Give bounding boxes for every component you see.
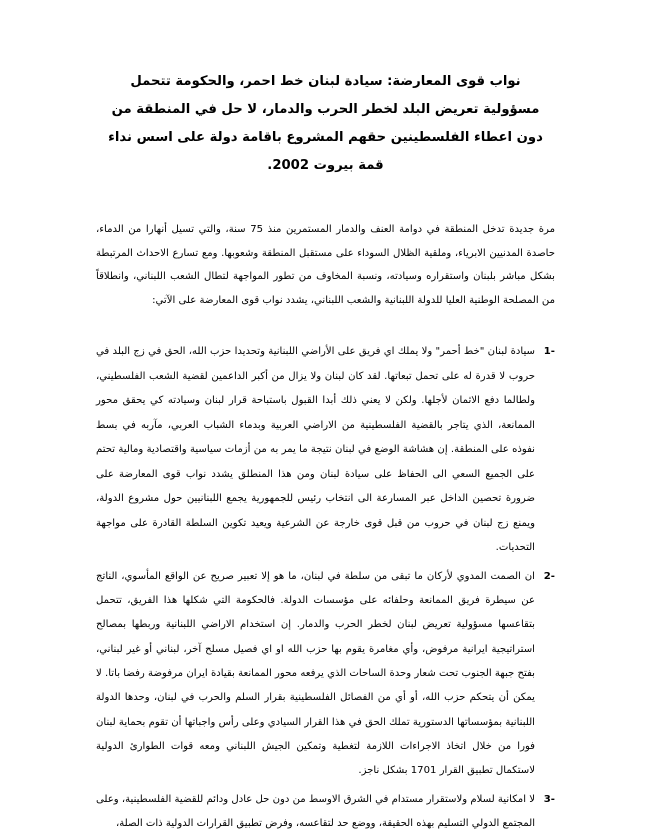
- list-item-number: -2: [543, 570, 555, 582]
- list-item-text: ان الصمت المدوي لأركان ما تبقى من سلطة في لبنان، ما هو إلا تعبير صريح عن الواقع المأسوي، الناتج عن سيطرة فريق الممانعة وحلفائه على مؤسسات الدولة. فالحكومة التي شكلها هذا الفريق، تتحمل بتقاعسها مسؤولية تعريض لبنان لخطر الحرب والدمار. إن استخدام الاراضي اللبنانية وربطها بمصالح استراتيجية ايرانية مرفوض، وأي مغامرة يقوم بها حزب الله او اي فصيل مسلح آخر، لبناني أو غير لبناني، بفتح جبهة الجنوب تحت شعار وحدة الساحات الذي يرفعه محور الممانعة بقيادة ايران مرفوضة رفضا باتا. لا يمكن أن يتحكم حزب الله، أو أي من الفصائل الفلسطينية بقرار السلم والحرب في لبنان، وحدها الدولة اللبنانية بمؤسساتها الدستورية تملك الحق في هذا القرار السيادي وعلى رأس واجباتها أن تقوم بحماية لبنان فورا من خلال اتخاذ الاجراءات اللازمة لتغطية وتمكين الجيش اللبناني ومعه قوات الطوارئ الدولية لاستكمال تطبيق القرار 1701 بشكل ناجز.: [96, 570, 535, 777]
- list-item: [96, 340, 555, 561]
- list-item: [96, 565, 555, 784]
- intro-paragraph: مرة جديدة تدخل المنطقة في دوامة العنف والدمار المستمرين منذ 75 سنة، والتي تسيل أنهارا من الدماء، حاصدة المدنيين الابرياء، وملقية الظلال السوداء على مستقبل المنطقة وشعوبها. ومع تسارع الاحداث المرتبطة بشكل مباشر بلبنان واستقراره وسيادته، ونسبة المخاوف من تطور المواجهة لتطال الشعب اللبناني، وانطلاقاً من المصلحة الوطنية العليا للدولة اللبنانية والشعب اللبناني، يشدد نواب قوى المعارضة على الآتي:: [96, 224, 555, 306]
- list-item-number: -1: [543, 346, 555, 358]
- numbered-list: [96, 340, 555, 836]
- document-title: نواب قوى المعارضة: سيادة لبنان خط احمر، والحكومة تتحمل مسؤولية تعريض البلد لخطر الحرب والدمار، لا حل في المنطقة من دون اعطاء الفلسطينين حقهم المشروع باقامة دولة على اسس نداء قمة بيروت 2002.: [108, 74, 543, 173]
- list-item-text: سيادة لبنان "خط أحمر" ولا يملك اي فريق على الأراضي اللبنانية وتحديدا حزب الله، الحق في زج البلد في حروب لا قدرة له على تحمل تبعاتها. لقد كان لبنان ولا يزال من أكبر الداعمين لقضية الشعب الفلسطيني، ولطالما دفع الاثمان لأجلها. ولكن لا يعني ذلك أبدا القبول باستباحة قرار لبنان وسيادته كي يحقق محور الممانعة، الذي يتاجر بالقضية الفلسطينية من الاراضي العربية وبدماء الشباب العربي، مآربه في بسط نفوذه على المنطقة. إن هشاشة الوضع في لبنان نتيجة ما يمر به من أزمات سياسية واقتصادية ومالية تحتم على الجميع السعي الى الحفاظ على سيادة لبنان ومن هذا المنطلق يشدد نواب قوى المعارضة على ضرورة تحصين الداخل عبر المسارعة الى انتخاب رئيس للجمهورية يجمع اللبنانيين حول مشروع الدولة، ويمنع زج لبنان في حروب من قبل قوى خارجة عن الشرعية ويعيد تكوين السلطة القادرة على مواجهة التحديات.: [96, 346, 535, 554]
- list-item-text: لا امكانية لسلام ولاستقرار مستدام في الشرق الاوسط من دون حل عادل ودائم للقضية الفلسطينية، وعلى المجتمع الدولي التسليم بهذه الحقيقة، ووضع حد لتقاعسه، وفرض تطبيق القرارات الدولية ذات الصلة،: [96, 793, 535, 829]
- list-item-number: -3: [543, 793, 555, 805]
- list-item: [96, 788, 555, 837]
